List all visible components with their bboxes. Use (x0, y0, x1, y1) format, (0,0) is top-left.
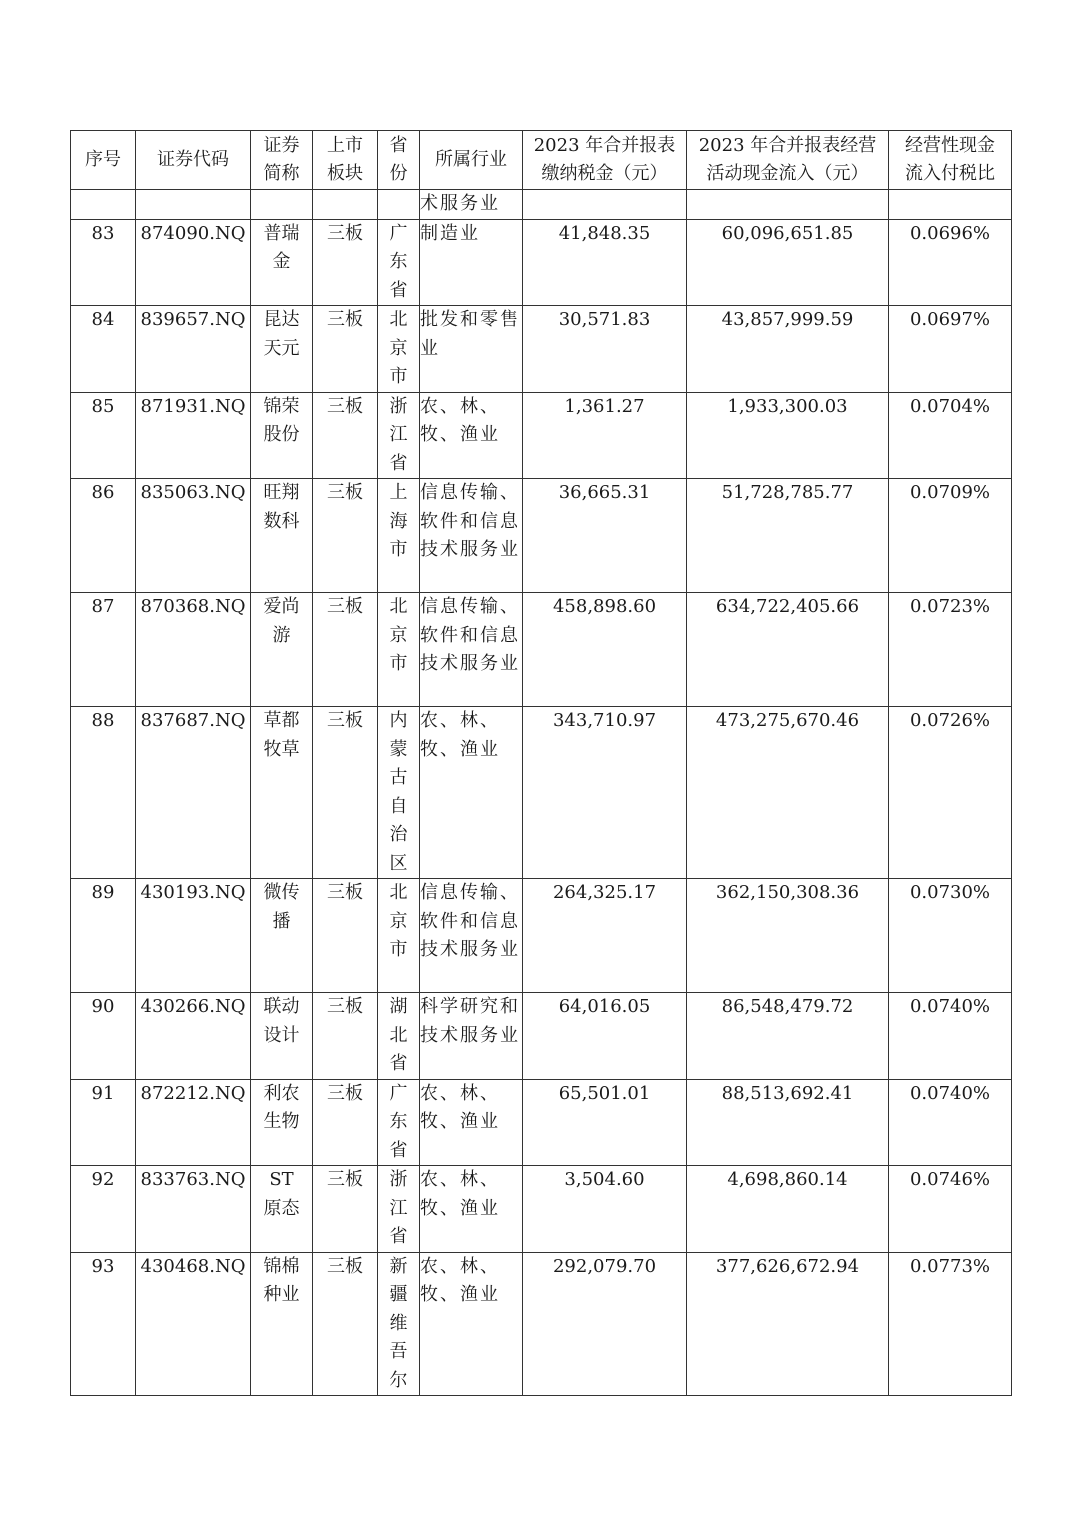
cell-ratio: 0.0740% (889, 993, 1012, 1080)
cell-name-line: 爱尚 (263, 596, 300, 617)
cell-name-line: ST (269, 1169, 294, 1190)
cell-industry: 农、林、牧、渔业 (420, 1252, 523, 1396)
cell-ratio: 0.0730% (889, 879, 1012, 993)
cell-tax: 458,898.60 (523, 593, 687, 707)
cell-province-text: 北京市 (389, 596, 408, 674)
cell-province (378, 306, 420, 393)
table-row (71, 879, 1012, 993)
table-row (71, 479, 1012, 593)
cell-name-line: 锦荣 (263, 395, 300, 417)
header-name-line: 简称 (263, 163, 300, 184)
cell-industry: 批发和零售业 (420, 306, 523, 393)
header-no: 序号 (71, 131, 136, 190)
header-ratio-line: 经营性现金 (905, 135, 995, 156)
cell-code: 870368.NQ (136, 593, 251, 707)
cell-ratio: 0.0746% (889, 1166, 1012, 1253)
cell-province (378, 707, 420, 879)
cell-province (378, 1079, 420, 1166)
cell-code: 430193.NQ (136, 879, 251, 993)
cell-no: 92 (71, 1166, 136, 1253)
cell-board: 三板 (313, 707, 378, 879)
cell-name (251, 1079, 313, 1166)
cell-no: 84 (71, 306, 136, 393)
cell-industry: 农、林、牧、渔业 (420, 1079, 523, 1166)
cell-empty (889, 190, 1012, 220)
cell-name-line: 设计 (263, 1024, 300, 1046)
cell-ratio: 0.0709% (889, 479, 1012, 593)
cell-province-text: 浙江省 (389, 1169, 408, 1247)
cell-province (378, 879, 420, 993)
cell-tax: 343,710.97 (523, 707, 687, 879)
cell-cash-inflow: 377,626,672.94 (687, 1252, 889, 1396)
table-row (71, 1166, 1012, 1253)
cell-province (378, 219, 420, 306)
cell-province-text: 新疆维吾尔 (389, 1255, 408, 1391)
cell-empty (313, 190, 378, 220)
cell-province-text: 浙江省 (389, 395, 408, 474)
cell-board: 三板 (313, 479, 378, 593)
table-row (71, 392, 1012, 479)
cell-name (251, 1166, 313, 1253)
cell-empty (251, 190, 313, 220)
cell-province (378, 392, 420, 479)
header-code: 证券代码 (136, 131, 251, 190)
cell-no: 91 (71, 1079, 136, 1166)
cell-ratio: 0.0773% (889, 1252, 1012, 1396)
cell-code: 430266.NQ (136, 993, 251, 1080)
cell-board: 三板 (313, 879, 378, 993)
cell-name (251, 593, 313, 707)
cell-name-line: 生物 (263, 1111, 300, 1132)
header-name (251, 131, 313, 190)
cell-code: 835063.NQ (136, 479, 251, 593)
cell-name-line: 联动 (263, 996, 300, 1017)
cell-name-line: 数科 (263, 510, 300, 532)
cell-name (251, 479, 313, 593)
cell-cash-inflow: 1,933,300.03 (687, 392, 889, 479)
cell-name (251, 707, 313, 879)
cell-tax: 41,848.35 (523, 219, 687, 306)
header-board-line: 板块 (327, 163, 363, 184)
cell-industry: 术服务业 (420, 190, 523, 220)
cell-cash-inflow: 634,722,405.66 (687, 593, 889, 707)
cell-industry: 信息传输、软件和信息技术服务业 (420, 879, 523, 993)
header-name-line: 证券 (263, 135, 300, 156)
header-province (378, 131, 420, 190)
cell-no: 90 (71, 993, 136, 1080)
cell-cash-inflow: 4,698,860.14 (687, 1166, 889, 1253)
table-row (71, 993, 1012, 1080)
cell-province-text: 北京市 (389, 882, 408, 960)
cell-code: 874090.NQ (136, 219, 251, 306)
cell-code: 833763.NQ (136, 1166, 251, 1253)
cell-board: 三板 (313, 1079, 378, 1166)
cell-name-line: 游 (272, 624, 291, 646)
cell-no: 83 (71, 219, 136, 306)
cell-no: 89 (71, 879, 136, 993)
table-row (71, 306, 1012, 393)
cell-tax: 264,325.17 (523, 879, 687, 993)
cell-tax: 3,504.60 (523, 1166, 687, 1253)
cell-province-text: 广东省 (389, 1082, 408, 1161)
continuation-row (71, 190, 1012, 220)
cell-name-line: 草都 (263, 710, 300, 731)
cell-board: 三板 (313, 1166, 378, 1253)
cell-cash-inflow: 86,548,479.72 (687, 993, 889, 1080)
cell-board: 三板 (313, 593, 378, 707)
header-tax (523, 131, 687, 190)
cell-name-line: 微传 (263, 882, 300, 903)
cell-cash-inflow: 88,513,692.41 (687, 1079, 889, 1166)
cell-no: 86 (71, 479, 136, 593)
cell-empty (687, 190, 889, 220)
cell-ratio: 0.0696% (889, 219, 1012, 306)
table-row (71, 593, 1012, 707)
cell-industry: 科学研究和技术服务业 (420, 993, 523, 1080)
cell-province-text: 上海市 (389, 482, 408, 560)
cell-name-line: 牧草 (263, 738, 300, 760)
cell-no: 85 (71, 392, 136, 479)
header-cash-line: 2023 年合并报表经营 (698, 135, 877, 156)
cell-province (378, 479, 420, 593)
cell-province-text: 广东省 (389, 222, 408, 301)
cell-name (251, 219, 313, 306)
cell-tax: 30,571.83 (523, 306, 687, 393)
header-board (313, 131, 378, 190)
table-row (71, 219, 1012, 306)
header-tax-line: 缴纳税金（元） (541, 163, 668, 184)
data-table (70, 130, 1012, 1396)
cell-name-line: 昆达 (263, 309, 300, 330)
cell-name-line: 旺翔 (263, 482, 300, 503)
cell-name (251, 879, 313, 993)
cell-name-line: 原态 (263, 1197, 300, 1219)
header-cash (687, 131, 889, 190)
cell-province-text: 湖北省 (389, 996, 408, 1074)
cell-industry: 信息传输、软件和信息技术服务业 (420, 479, 523, 593)
cell-no: 93 (71, 1252, 136, 1396)
cell-code: 430468.NQ (136, 1252, 251, 1396)
header-ratio (889, 131, 1012, 190)
cell-name (251, 392, 313, 479)
header-province-line: 份 (389, 163, 408, 184)
cell-industry: 信息传输、软件和信息技术服务业 (420, 593, 523, 707)
cell-industry: 农、林、牧、渔业 (420, 1166, 523, 1253)
cell-empty (523, 190, 687, 220)
cell-no: 88 (71, 707, 136, 879)
cell-cash-inflow: 43,857,999.59 (687, 306, 889, 393)
cell-industry: 制造业 (420, 219, 523, 306)
table-row (71, 1252, 1012, 1396)
header-cash-line: 活动现金流入（元） (706, 163, 869, 184)
cell-ratio: 0.0726% (889, 707, 1012, 879)
cell-name-line: 股份 (263, 424, 300, 445)
cell-cash-inflow: 51,728,785.77 (687, 479, 889, 593)
cell-code: 871931.NQ (136, 392, 251, 479)
header-row (71, 131, 1012, 190)
cell-empty (136, 190, 251, 220)
cell-tax: 36,665.31 (523, 479, 687, 593)
cell-tax: 292,079.70 (523, 1252, 687, 1396)
cell-board: 三板 (313, 1252, 378, 1396)
cell-cash-inflow: 60,096,651.85 (687, 219, 889, 306)
cell-name-line: 播 (272, 910, 291, 932)
cell-industry: 农、林、牧、渔业 (420, 392, 523, 479)
cell-ratio: 0.0723% (889, 593, 1012, 707)
cell-name-line: 利农 (263, 1082, 300, 1104)
cell-province (378, 1252, 420, 1396)
header-board-line: 上市 (327, 135, 363, 156)
cell-name-line: 普瑞 (263, 222, 300, 244)
cell-empty (378, 190, 420, 220)
cell-code: 872212.NQ (136, 1079, 251, 1166)
cell-name-line: 天元 (263, 337, 300, 359)
header-ratio-line: 流入付税比 (905, 163, 995, 184)
cell-tax: 1,361.27 (523, 392, 687, 479)
cell-board: 三板 (313, 993, 378, 1080)
cell-no: 87 (71, 593, 136, 707)
cell-province-text: 内蒙古自治区 (389, 710, 408, 874)
cell-tax: 65,501.01 (523, 1079, 687, 1166)
cell-province (378, 593, 420, 707)
cell-province (378, 1166, 420, 1253)
cell-ratio: 0.0704% (889, 392, 1012, 479)
cell-province-text: 北京市 (389, 309, 408, 387)
cell-cash-inflow: 362,150,308.36 (687, 879, 889, 993)
cell-province (378, 993, 420, 1080)
cell-ratio: 0.0740% (889, 1079, 1012, 1166)
cell-name-line: 锦棉 (263, 1255, 300, 1277)
cell-empty (71, 190, 136, 220)
cell-code: 839657.NQ (136, 306, 251, 393)
header-industry: 所属行业 (420, 131, 523, 190)
header-tax-line: 2023 年合并报表 (533, 135, 676, 156)
cell-industry: 农、林、牧、渔业 (420, 707, 523, 879)
cell-tax: 64,016.05 (523, 993, 687, 1080)
cell-name (251, 306, 313, 393)
cell-cash-inflow: 473,275,670.46 (687, 707, 889, 879)
cell-code: 837687.NQ (136, 707, 251, 879)
cell-board: 三板 (313, 219, 378, 306)
cell-name-line: 种业 (263, 1284, 300, 1305)
table-row (71, 1079, 1012, 1166)
cell-name-line: 金 (272, 251, 291, 272)
cell-name (251, 1252, 313, 1396)
cell-ratio: 0.0697% (889, 306, 1012, 393)
cell-board: 三板 (313, 306, 378, 393)
table-row (71, 707, 1012, 879)
cell-board: 三板 (313, 392, 378, 479)
cell-name (251, 993, 313, 1080)
header-province-line: 省 (389, 135, 408, 156)
